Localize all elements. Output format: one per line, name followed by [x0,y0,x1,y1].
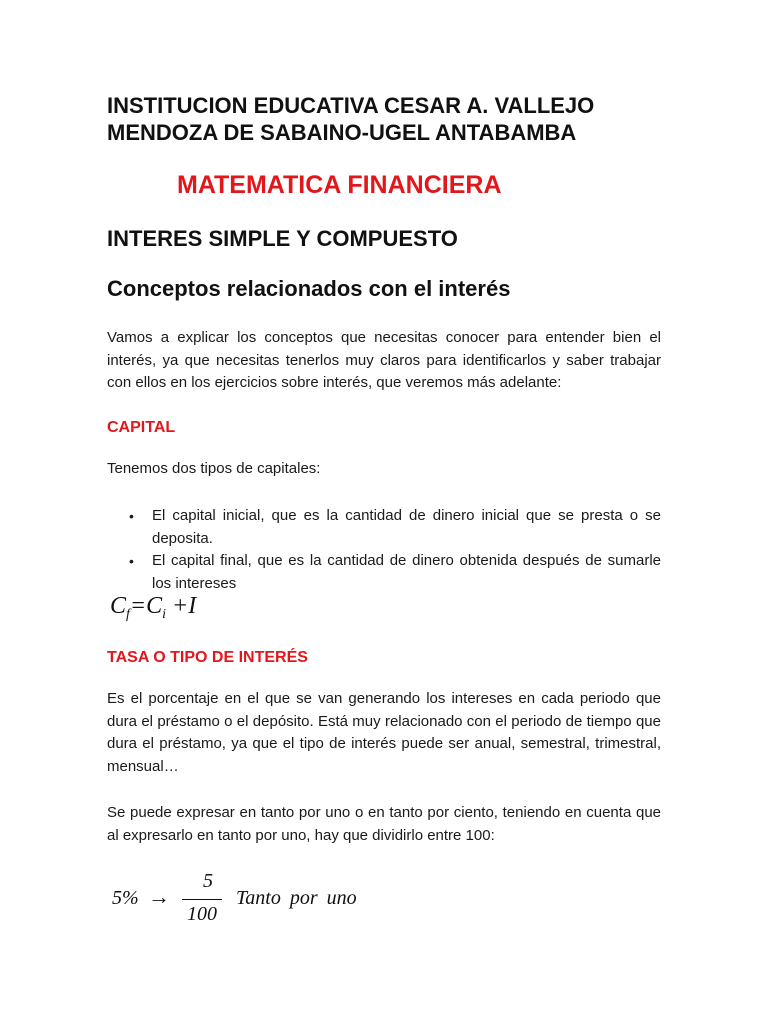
fraction-bar [182,899,222,900]
institution-name [107,92,707,146]
tasa-paragraph-2: Se puede expresar en tanto por uno o en tanto por ciento, teniendo en cuenta que al expresarlo en tanto por uno, hay que dividirlo entre 100: [107,804,661,844]
tasa-paragraph-1: Es el porcentaje en el que se van generando los intereses en cada periodo que dura el préstamo o el depósito. Está muy relacionado con el periodo de tiempo que dura el préstamo, ya que el tipo de interés puede ser anual, semestral, trimestral, mensual… [107,690,661,775]
formula-cf-symbol: C [110,593,127,619]
formula-cf-subscript: f [126,607,130,622]
formula-ci-subscript: i [162,607,167,622]
intro-paragraph: Vamos a explicar los conceptos que necesitas conocer para entender bien el interés, ya que necesitas tenerlos muy claros para identificarlos y saber trabajar con ellos en los ejercicios sobre interés, que veremos más adelante: [107,329,661,391]
example-label: Tanto por uno [236,887,357,909]
list-item [107,550,661,595]
list-item-text: El capital inicial, que es la cantidad de dinero inicial que se presta o se deposita. [152,507,661,547]
concepts-title: Conceptos relacionados con el interés [107,276,511,301]
bullet-icon: • [129,553,134,569]
formula-plus: + [166,593,189,619]
institution-line-2: MENDOZA DE SABAINO-UGEL ANTABAMBA [107,120,577,145]
percent-conversion-example [112,870,412,930]
capital-heading: CAPITAL [107,419,176,436]
formula-interest-symbol: I [188,593,197,619]
capital-bullet-list [107,505,661,595]
subject-title: MATEMATICA FINANCIERA [177,171,502,199]
fraction-denominator: 100 [187,903,217,925]
formula-ci-symbol: C [146,593,163,619]
main-title: INTERES SIMPLE Y COMPUESTO [107,226,458,251]
list-item [107,505,661,550]
arrow-right-icon: → [148,884,170,909]
bullet-icon: • [129,508,134,524]
capital-intro-text: Tenemos dos tipos de capitales: [107,460,321,477]
tasa-heading: TASA O TIPO DE INTERÉS [107,649,308,666]
institution-line-1: INSTITUCION EDUCATIVA CESAR A. VALLEJO [107,93,595,118]
example-percent: 5% [112,887,139,909]
formula-equals: = [129,593,147,619]
list-item-text: El capital final, que es la cantidad de dinero obtenida después de sumarle los intereses [152,552,661,592]
fraction-numerator: 5 [203,870,213,892]
capital-formula [110,591,196,630]
